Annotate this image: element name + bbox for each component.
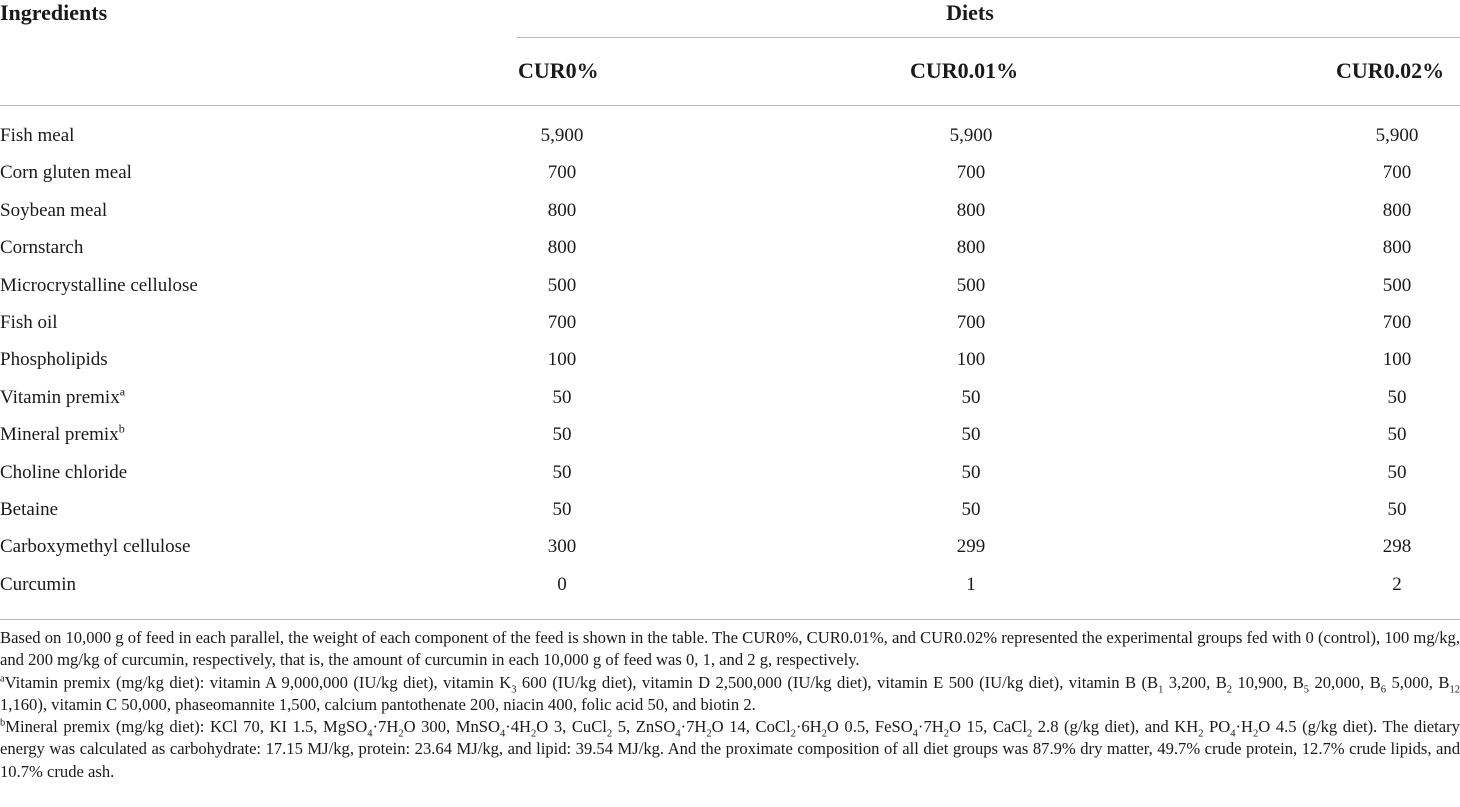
footnote-text: 5,000, B	[1386, 672, 1450, 692]
table-row	[0, 267, 1460, 304]
ingredient-name	[0, 304, 58, 341]
table-cell: 50	[961, 461, 981, 483]
table-cell: 5,900	[949, 125, 993, 146]
table-row	[0, 379, 1460, 416]
table-footnotes	[0, 627, 1460, 783]
table-row	[0, 304, 1460, 341]
ingredient-label: Phospholipids	[0, 349, 108, 371]
table-cell: 298	[1382, 536, 1412, 558]
footnote-text: 1,160), vitamin C 50,000, phaseomannite 1,500, calcium pantothenate 200, niacin 400, folic acid 50, and biotin 2.	[0, 694, 756, 714]
ingredient-label: Cornstarch	[0, 237, 84, 259]
table-cell: 500	[956, 274, 986, 296]
table-cell: 100	[547, 349, 577, 371]
table-cell: 800	[547, 237, 577, 259]
footnote-text: Mineral premix (mg/kg diet): KCl 70, KI 1.5, MgSO	[5, 717, 368, 737]
table-cell: 700	[1382, 311, 1412, 333]
footnote-marker: b	[118, 421, 125, 436]
ingredient-name	[0, 192, 107, 229]
table-cell: 50	[552, 386, 572, 408]
ingredient-label: Microcrystalline cellulose	[0, 274, 198, 296]
footnote-text: 2.8 (g/kg diet), and KH	[1032, 717, 1199, 737]
footnote-mineral-premix	[0, 716, 1460, 783]
column-header-cur002: CUR0.02%	[1336, 58, 1445, 83]
ingredient-name	[0, 379, 125, 416]
ingredient-name	[0, 229, 83, 266]
table-cell: 50	[552, 424, 572, 446]
footnote-supscript: a	[0, 673, 5, 685]
footnote-subscript: 2	[790, 728, 796, 740]
footnote-text: O 0.5, FeSO	[826, 717, 913, 737]
footnote-subscript: 4	[367, 728, 373, 740]
table-cell: 800	[1382, 199, 1412, 221]
ingredient-name	[0, 117, 74, 154]
footnote-text: ·4H	[505, 717, 532, 737]
table-cell: 5,900	[1375, 125, 1419, 146]
footnote-subscript: 4	[499, 728, 506, 740]
footnote-text: ·H	[1235, 717, 1254, 737]
table-bottom-rule	[0, 619, 1460, 620]
ingredient-name	[0, 528, 190, 565]
table-cell: 500	[547, 274, 577, 296]
footnote-subscript: 4	[675, 728, 681, 740]
footnote-subscript: 2	[606, 728, 613, 740]
table-cell: 50	[1387, 386, 1407, 408]
table-row	[0, 229, 1460, 266]
footnote-subscript: 1	[1158, 683, 1164, 695]
footnote-text: ·6H	[795, 717, 822, 737]
footnote-subscript: 2	[398, 728, 404, 740]
table-cell: 700	[956, 311, 986, 333]
ingredient-label: Fish oil	[0, 311, 58, 333]
ingredient-label: Curcumin	[0, 573, 76, 595]
footnote-text: O 300, MnSO	[403, 717, 500, 737]
table-cell: 50	[1387, 461, 1407, 483]
footnote-text: ·7H	[917, 717, 944, 737]
ingredient-label: Mineral premix	[0, 424, 119, 446]
table-row	[0, 491, 1460, 528]
footnote-text: 10,900, B	[1232, 672, 1304, 692]
footnote-text: 20,000, B	[1309, 672, 1381, 692]
ingredient-name	[0, 267, 198, 304]
footnote-subscript: 12	[1449, 683, 1460, 695]
table-cell: 800	[956, 237, 986, 259]
table-cell: 50	[1387, 424, 1407, 446]
table-cell: 800	[956, 199, 986, 221]
table-cell: 5,900	[540, 125, 584, 146]
footnote-subscript: 5	[1303, 683, 1310, 695]
table-row	[0, 117, 1460, 154]
footnote-text: O 14, CoCl	[711, 717, 791, 737]
footnote-subscript: 2	[1198, 728, 1204, 740]
ingredient-name	[0, 154, 132, 191]
header-rule	[0, 105, 1460, 106]
table-cell: 50	[961, 386, 981, 408]
table-row	[0, 154, 1460, 191]
footnote-subscript: 2	[706, 728, 712, 740]
table-cell: 50	[961, 424, 981, 446]
column-header-cur001: CUR0.01%	[910, 58, 1019, 83]
table-cell: 300	[547, 536, 577, 558]
footnote-text: O 4.5 (g/kg diet). The dietary energy was calculated as carbohydrate: 17.15 MJ/kg, protein: 23.64 MJ/kg, and lipid: 39.54 MJ/kg. And the proximate composition of all diet groups was 87.9% dry matter, 49.7% crude protein, 12.7% crude lipids, and 10.7% crude ash.	[0, 717, 1460, 781]
table-cell: 50	[552, 498, 572, 520]
table-row	[0, 341, 1460, 378]
table-cell: 50	[1387, 498, 1407, 520]
ingredient-label: Fish meal	[0, 125, 75, 146]
table-cell: 50	[961, 498, 981, 520]
footnote-vitamin-premix	[0, 672, 1460, 717]
footnote-text: O 15, CaCl	[948, 717, 1027, 737]
table-row	[0, 454, 1460, 491]
ingredient-name	[0, 416, 125, 453]
table-row	[0, 416, 1460, 453]
table-cell: 800	[1382, 237, 1412, 259]
table-cell: 299	[956, 536, 986, 558]
table-row	[0, 528, 1460, 565]
table-row	[0, 566, 1460, 603]
footnote-subscript: 4	[912, 728, 918, 740]
ingredient-label: Soybean meal	[0, 199, 108, 221]
diets-rule	[517, 37, 1460, 38]
footnote-text: ·7H	[680, 717, 707, 737]
table-cell: 700	[547, 162, 577, 184]
table-cell: 50	[552, 461, 572, 483]
table-cell: 700	[1382, 162, 1412, 184]
footnote-text: 3,200, B	[1163, 672, 1227, 692]
ingredient-name	[0, 491, 58, 528]
footnote-subscript: 2	[943, 728, 949, 740]
footnote-subscript: 4	[1230, 728, 1236, 740]
table-cell: 500	[1382, 274, 1412, 296]
ingredient-label: Corn gluten meal	[0, 162, 132, 184]
table-row	[0, 192, 1460, 229]
footnote-subscript: 2	[531, 728, 537, 740]
footnote-marker: a	[119, 384, 126, 399]
column-header-cur0: CUR0%	[518, 58, 599, 83]
ingredient-label: Betaine	[0, 498, 59, 520]
footnote-main: Based on 10,000 g of feed in each parallel, the weight of each component of the feed is shown in the table. The CUR0%, CUR0.01%, and CUR0.02% represented the experimental groups fed with 0 (control), 100 mg/kg, and 200 mg/kg of curcumin, respectively, that is, the amount of curcumin in each 10,000 g of feed was 0, 1, and 2 g, respectively.	[0, 628, 1460, 670]
footnote-subscript: 3	[511, 683, 517, 695]
ingredient-label: Carboxymethyl cellulose	[0, 536, 191, 558]
ingredient-label: Choline chloride	[0, 461, 128, 483]
footnote-subscript: 6	[1380, 683, 1387, 695]
footnote-subscript: 2	[821, 728, 827, 740]
footnote-text: PO	[1203, 717, 1231, 737]
ingredient-name	[0, 454, 127, 491]
footnote-text: ·7H	[372, 717, 399, 737]
footnote-text: 5, ZnSO	[612, 717, 676, 737]
footnote-subscript: 2	[1253, 728, 1259, 740]
diets-header: Diets	[946, 0, 994, 25]
table-cell: 800	[547, 199, 577, 221]
table-cell: 2	[1392, 573, 1402, 595]
table-cell: 0	[557, 573, 567, 595]
table-cell: 100	[1382, 349, 1412, 371]
footnote-subscript: 2	[1026, 728, 1033, 740]
table-cell: 1	[966, 573, 976, 595]
ingredient-name	[0, 341, 108, 378]
ingredient-name	[0, 566, 76, 603]
table-cell: 700	[956, 162, 986, 184]
table-cell: 700	[547, 311, 577, 333]
table-cell: 100	[956, 349, 986, 371]
table-body	[0, 117, 1460, 603]
footnote-subscript: 2	[1226, 683, 1233, 695]
footnote-text: 600 (IU/kg diet), vitamin D 2,500,000 (IU/kg diet), vitamin E 500 (IU/kg diet), vitamin B (B	[516, 672, 1159, 692]
footnote-text: O 3, CuCl	[536, 717, 607, 737]
footnote-text: Vitamin premix (mg/kg diet): vitamin A 9,000,000 (IU/kg diet), vitamin K	[4, 672, 512, 692]
footnote-supscript: b	[0, 717, 6, 729]
ingredients-header: Ingredients	[0, 0, 108, 25]
ingredient-label: Vitamin premix	[0, 386, 120, 408]
